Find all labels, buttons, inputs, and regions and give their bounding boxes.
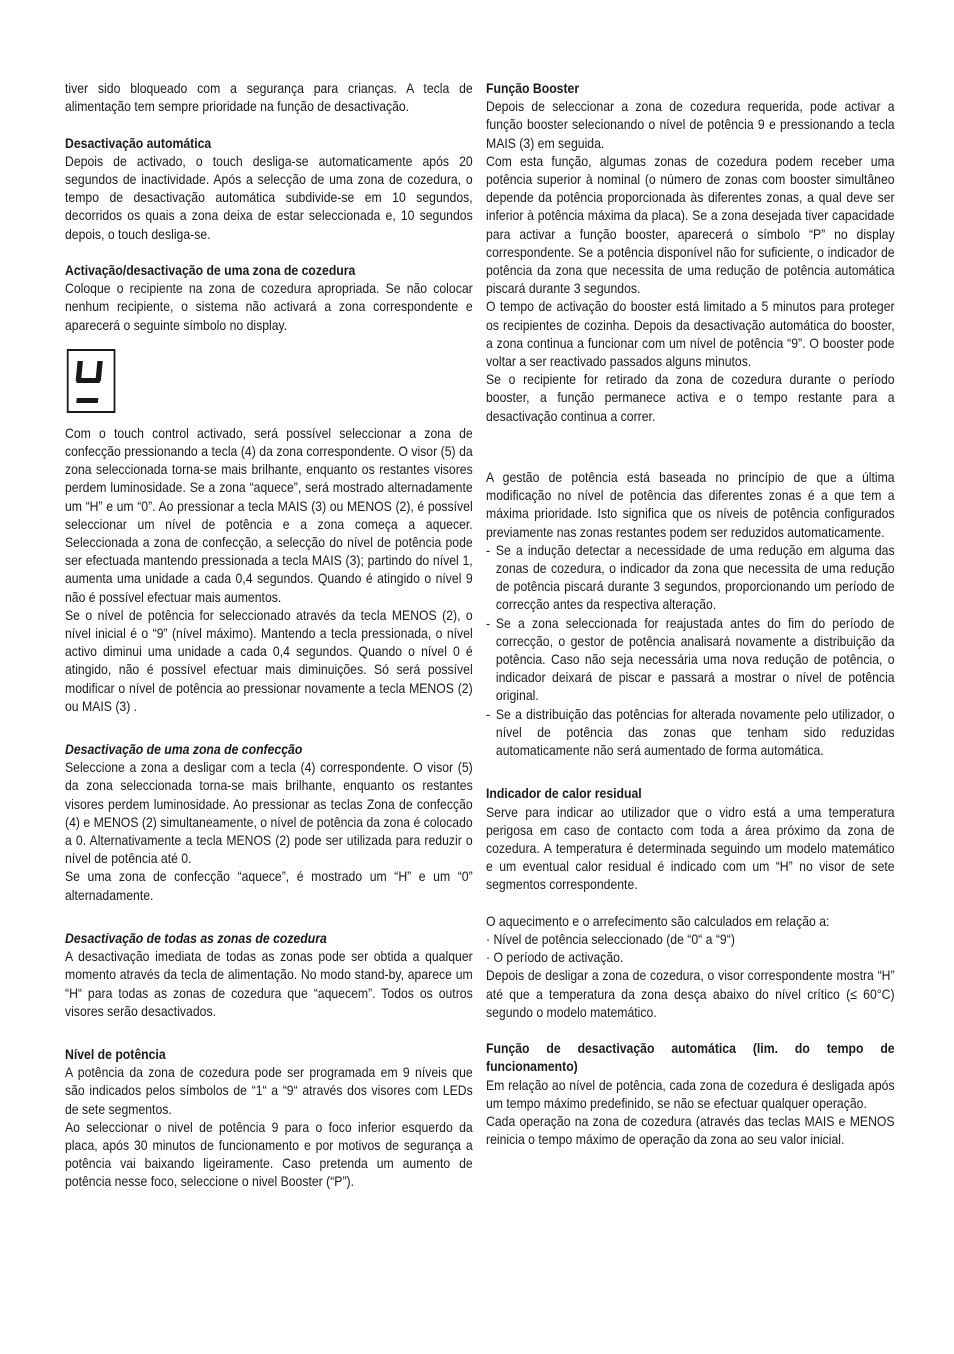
- auto-off-time-limit-paragraph-1: Em relação ao nível de potência, cada zona de cozedura é desligada após um tempo máximo predefinido, se não se efectuar qualquer operação.: [486, 1077, 895, 1111]
- list-item: [486, 706, 895, 761]
- zone-selection-paragraph-2: Se o nível de potência for seleccionado através da tecla MENOS (2), o nível inicial é o “9” (nível máximo). Mantendo a tecla pressionada, o nível activo diminui uma unidade a cada 0,4 segundos. Quando o nível 0 é atingido, não é possível efectuar mais diminuições. Só será possível modificar o nível de potência ao pressionar novamente a tecla MENOS (2) ou MAIS (3) .: [65, 607, 473, 714]
- all-zones-deactivation-heading: Desactivação de todas as zonas de cozedura: [65, 930, 327, 946]
- power-management-item-2: Se a zona seleccionada for reajustada antes do fim do período de correcção, o gestor de potência analisará novamente a distribuição da potência. Caso não seja necessária uma nova redução de potência, o indicador deixará de piscar e passará a mostrar o nível de potência original.: [495, 615, 895, 704]
- list-item: [486, 615, 895, 706]
- power-level-paragraph-1: A potência da zona de cozedura pode ser programada em 9 níveis que são indicados pelos símbolos de “1“ a “9“ através dos visores com LEDs de sete segmentos.: [65, 1065, 473, 1117]
- dash-bullet: -: [486, 542, 491, 558]
- power-management-intro: A gestão de potência está baseada no princípio de que a última modificação no nível de potência das diferentes zonas é a que tem a máxima prioridade. Isto significa que os níveis de potência configurados previamente nas zonas restantes podem ser reduzidos automaticamente.: [486, 470, 895, 540]
- residual-heat-body: Serve para indicar ao utilizador que o vidro está a uma temperatura perigosa em caso de contacto com toda a área próximo da zona de cozedura. A temperatura é determinada seguindo um modelo matemático e um eventual calor residual é indicado com um “H” no visor de sete segmentos correspondente.: [486, 804, 895, 893]
- booster-paragraph-4: Se o recipiente for retirado da zona de cozedura durante o período booster, a função permanece activa e o tempo restante para a desactivação continua a correr.: [486, 372, 895, 424]
- power-level-paragraph-2: Ao seleccionar o nivel de potência 9 para o foco inferior esquerdo da placa, após 30 minutos de funcionamento e por motivos de segurança a potência vai baixando ligeiramente. Caso pretenda um aumento de potência nesse foco, seleccione o nivel Booster (“P”).: [65, 1119, 473, 1190]
- booster-heading: Função Booster: [486, 81, 580, 96]
- left-column: [65, 80, 473, 1192]
- right-column: [486, 80, 895, 1149]
- auto-off-time-limit-heading: Função de desactivação automática (lim. do tempo de funcionamento): [486, 1041, 895, 1075]
- residual-heat-calc-item-2: · O período de activação.: [486, 950, 624, 966]
- zone-deactivation-paragraph-1: Seleccione a zona a desligar com a tecla (4) correspondente. O visor (5) da zona seleccionada torna-se mais brilhante, enquanto os restantes visores perdem luminosidade. Ao pressionar as teclas Zona de confecção (4) e MENOS (2) simultaneamente, o nível de potência da zona é colocado a 0. Alternativamente a tecla MENOS (2) pode ser utilizada para reduzir o nível de potência até 0.: [65, 760, 473, 867]
- residual-heat-calc-intro: O aquecimento e o arrefecimento são calculados em relação a:: [486, 913, 830, 929]
- auto-off-heading: Desactivação automática: [65, 135, 212, 151]
- residual-heat-calc-item-1: · Nível de potência seleccionado (de “0“ a “9“): [486, 931, 735, 947]
- zone-activation-heading: Activação/desactivação de uma zona de cozedura: [65, 263, 356, 278]
- booster-paragraph-1: Depois de seleccionar a zona de cozedura requerida, pode activar a função booster selecionando o nível de potência 9 e pressionando a tecla MAIS (3) em seguida.: [486, 99, 895, 151]
- no-pan-symbol-icon: [69, 351, 114, 411]
- zone-selection-paragraph-1: Com o touch control activado, será possível seleccionar a zona de confecção pressionando a tecla (4) da zona correspondente. O visor (5) da zona seleccionada torna-se mais brilhante, enquanto os restantes visores perdem luminosidade. Se a zona “aquece”, será mostrado alternadamente um “H” e um “0”. Ao pressionar a tecla MAIS (3) ou MENOS (2), é possível seleccionar um nível de potência e a zona começa a aquecer. Seleccionada a zona de confecção, a selecção do nível de potência pode ser efectuada mantendo pressionada a tecla MAIS (3); partindo do nível 1, aumenta uma unidade a cada 0,4 segundos. Quando é atingido o nível 9 não é possível efectuar mais aumentos.: [65, 425, 473, 605]
- zone-activation-body: Coloque o recipiente na zona de cozedura apropriada. Se não colocar nenhum recipiente, o sistema não activará a zona correspondente e aparecerá o seguinte símbolo no display.: [65, 281, 473, 333]
- auto-off-body: Depois de activado, o touch desliga-se automaticamente após 20 segundos de inactividade. Após a selecção de uma zona de cozedura, o tempo de desactivação automática subdivide-se em 10 segundos, decorridos os quais a zona deixa de estar seleccionada e, 10 segundos depois, o touch desliga-se.: [65, 153, 473, 242]
- power-management-item-3: Se a distribuição das potências for alterada novamente pelo utilizador, o nível de potência das zonas que tenham sido reduzidas automaticamente não será aumentado de forma automática.: [495, 706, 895, 759]
- power-level-heading: Nível de potência: [65, 1046, 166, 1062]
- auto-off-time-limit-paragraph-2: Cada operação na zona de cozedura (através das teclas MAIS e MENOS reinicia o tempo máximo de operação da zona ao seu valor inicial.: [486, 1113, 895, 1148]
- zone-deactivation-heading: Desactivação de uma zona de confecção: [65, 742, 303, 758]
- no-pan-display-symbol: [67, 349, 116, 413]
- residual-heat-after: Depois de desligar a zona de cozedura, o visor correspondente mostra “H” até que a temperatura da zona desça abaixo do nível crítico (≤ 60°C) segundo o modelo matemático.: [486, 968, 895, 1020]
- dash-bullet: -: [486, 706, 491, 722]
- all-zones-deactivation-body: A desactivação imediata de todas as zonas pode ser obtida a qualquer momento através da tecla de alimentação. No modo stand-by, aparece um “H“ para todas as zonas de cozedura que “aquecem”. Todos os outros visores serão desactivados.: [65, 949, 473, 1019]
- booster-paragraph-3: O tempo de activação do booster está limitado a 5 minutos para proteger os recipientes de cozinha. Depois da desactivação automática do booster, a zona continua a funcionar com um nível de potência “9”. O booster pode voltar a ser reactivado passados alguns minutos.: [486, 299, 895, 370]
- residual-heat-heading: Indicador de calor residual: [486, 786, 642, 802]
- list-item: [486, 542, 895, 615]
- zone-deactivation-paragraph-2: Se uma zona de confecção “aquece”, é mostrado um “H” e um “0” alternadamente.: [65, 869, 473, 903]
- power-management-item-1: Se a indução detectar a necessidade de uma redução em alguma das zonas de cozedura, o indicador da zona que necessita de uma redução de potência piscará durante 3 segundos, proporcionando um período de correcção antes da respectiva alteração.: [495, 542, 895, 613]
- dash-bullet: -: [486, 615, 491, 631]
- intro-paragraph: tiver sido bloqueado com a segurança para crianças. A tecla de alimentação tem sempre prioridade na função de desactivação.: [65, 81, 473, 115]
- booster-paragraph-2: Com esta função, algumas zonas de cozedura podem receber uma potência superior à nominal (o número de zonas com booster simultâneo depende da potência proporcionada às diferentes zonas, a qual deve ser inferior à potência máxima da placa). Se a zona desejada tiver capacidade para activar a função booster, aparecerá o símbolo “P” no display correspondente. Se a potência disponível não for suficiente, o indicador de potência da zona que necessita de uma redução de potência automática piscará durante 3 segundos.: [486, 153, 895, 297]
